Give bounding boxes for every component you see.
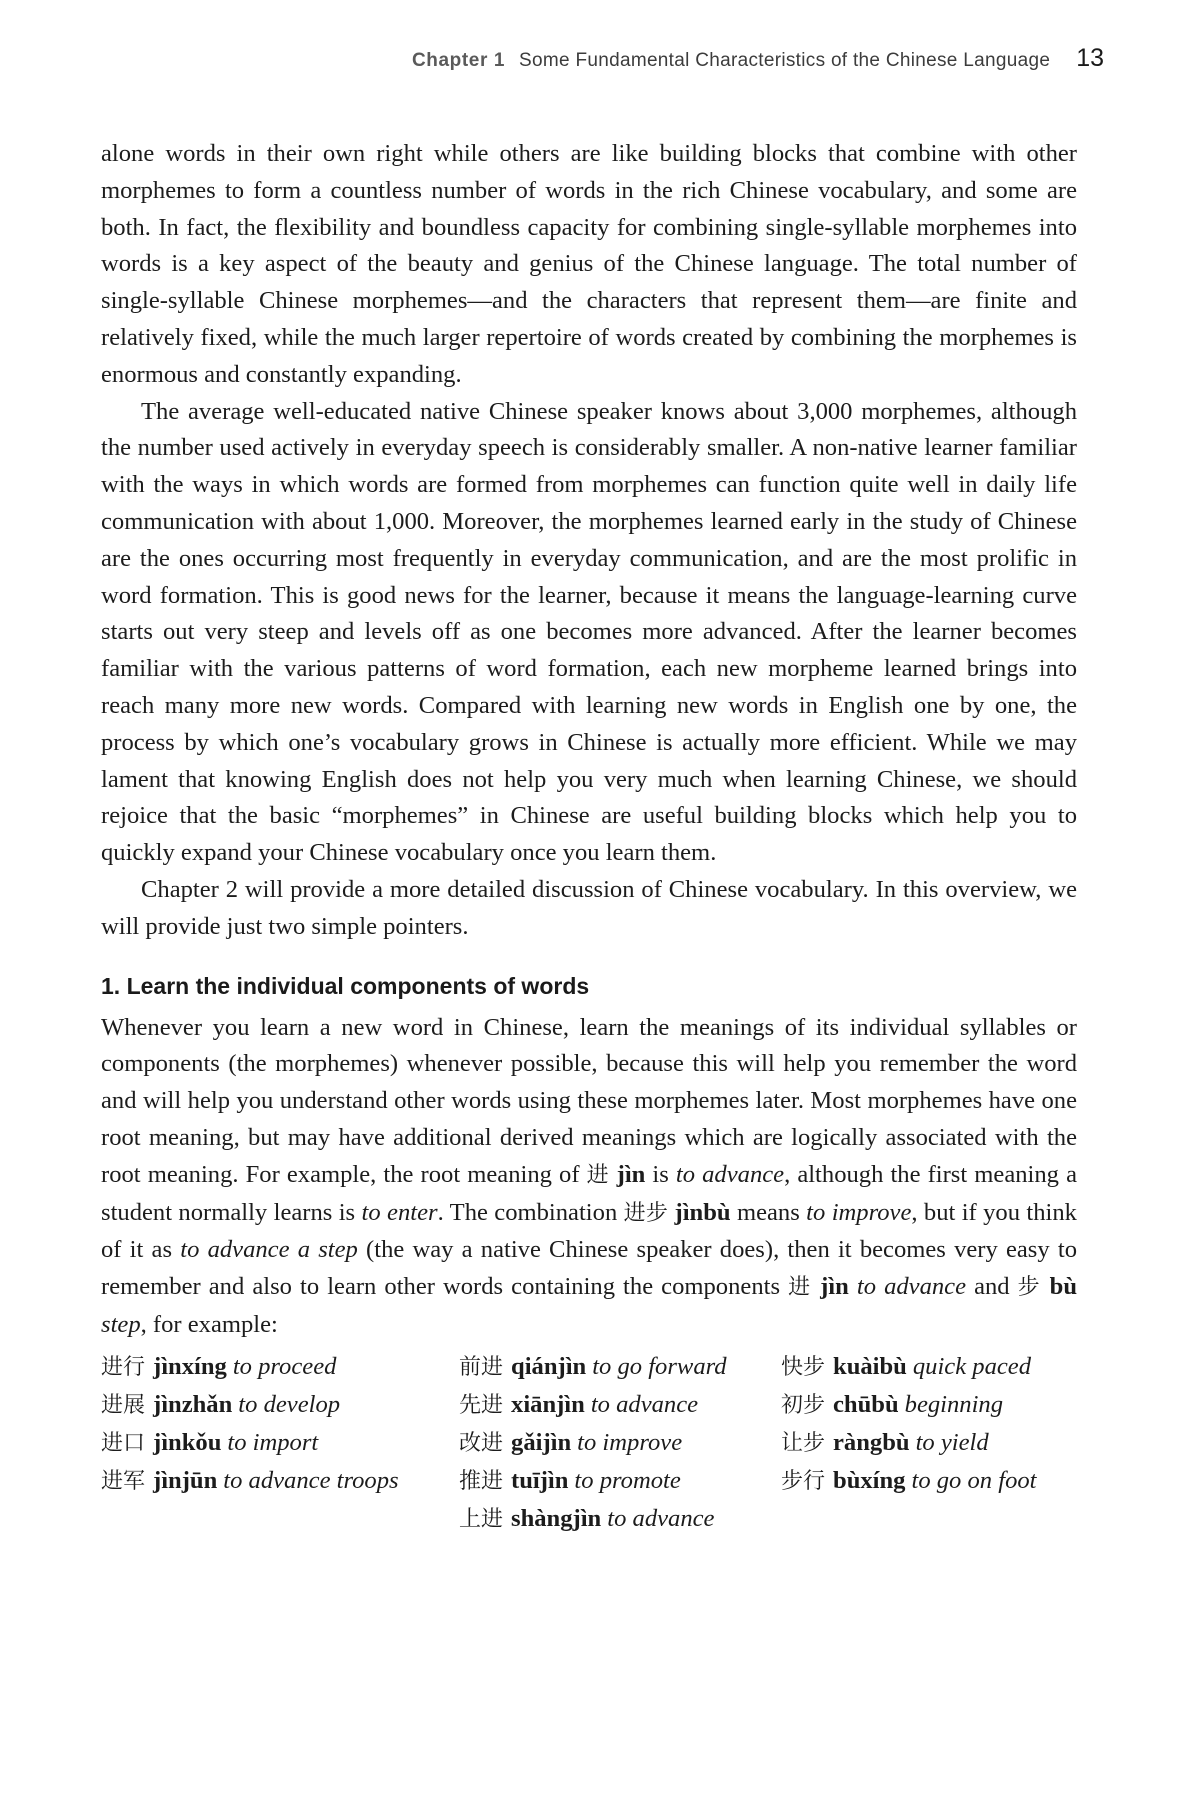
vocab-item <box>101 1424 399 1462</box>
vocab-gloss: to yield <box>915 1428 989 1456</box>
vocab-item <box>781 1424 1037 1462</box>
vocab-hanzi: 推进 <box>459 1468 504 1494</box>
vocab-column <box>459 1348 727 1538</box>
vocab-gloss: to proceed <box>232 1352 337 1380</box>
text: , but if you think of it as <box>101 1198 1077 1264</box>
vocab-hanzi: 进行 <box>101 1354 146 1380</box>
chapter-label: Chapter 1 <box>411 50 506 71</box>
vocab-pinyin: gǎijìn <box>511 1428 572 1456</box>
vocab-item <box>101 1386 399 1424</box>
vocab-hanzi: 进军 <box>101 1468 146 1494</box>
gloss: to improve <box>806 1198 912 1226</box>
paragraph: The average well-educated native Chinese speaker knows about 3,000 morphemes, although the number used actively in everyday speech is considerably smaller. A non-native learner familiar with the ways in which words are formed from morphemes can function quite well in daily life communication with about 1,000. Moreover, the morphemes learned early in the study of Chinese are the ones occurring most frequently in everyday communication, and are the most prolific in word formation. This is good news for the learner, because it means the language-learning curve starts out very steep and levels off as one becomes more advanced. After the learner becomes familiar with the various patterns of word formation, each new morpheme learned brings into reach many more new words. Compared with learning new words in English one by one, the process by which one’s vocabulary grows in Chinese is actually more efficient. While we may lament that knowing English does not help you very much when learning Chinese, we should rejoice that the basic “morphemes” in Chinese are useful building blocks which help you to quickly expand your Chinese vocabulary once you learn them. <box>101 397 1077 867</box>
vocab-item <box>459 1386 727 1424</box>
vocab-pinyin: jìnjūn <box>153 1466 218 1494</box>
vocab-column <box>101 1348 399 1500</box>
vocab-hanzi: 先进 <box>459 1392 504 1418</box>
vocab-item <box>101 1348 399 1386</box>
paragraph: Chapter 2 will provide a more detailed discussion of Chinese vocabulary. In this overview, we will provide just two simple pointers. <box>101 875 1077 940</box>
vocab-item <box>781 1348 1037 1386</box>
pinyin: bù <box>1049 1273 1078 1301</box>
hanzi: 进 <box>788 1275 813 1301</box>
vocab-hanzi: 前进 <box>459 1354 504 1380</box>
vocab-hanzi: 步行 <box>781 1468 826 1494</box>
vocab-gloss: to advance <box>590 1390 699 1418</box>
body-text <box>101 136 1078 1532</box>
vocab-gloss: to improve <box>577 1428 683 1456</box>
text: means <box>730 1198 807 1226</box>
vocab-pinyin: jìnzhǎn <box>153 1390 233 1418</box>
gloss: to advance a step <box>180 1236 358 1264</box>
vocab-pinyin: chūbù <box>833 1390 899 1418</box>
vocab-gloss: to advance troops <box>223 1466 399 1494</box>
vocab-item <box>781 1386 1037 1424</box>
vocab-hanzi: 改进 <box>459 1430 504 1456</box>
page-number: 13 <box>1076 44 1104 72</box>
running-header <box>412 44 1104 80</box>
gloss: to enter <box>361 1198 438 1226</box>
hanzi: 进 <box>586 1162 610 1188</box>
hanzi: 步 <box>1017 1275 1042 1301</box>
vocab-item <box>781 1462 1037 1500</box>
vocab-item <box>459 1500 727 1538</box>
vocab-item <box>459 1424 727 1462</box>
vocab-hanzi: 上进 <box>459 1506 504 1532</box>
gloss: step <box>101 1310 141 1338</box>
vocab-item <box>459 1462 727 1500</box>
pinyin: jìnbù <box>674 1198 731 1226</box>
vocab-pinyin: tuījìn <box>511 1466 569 1494</box>
text: . The combination <box>437 1198 624 1226</box>
chapter-title: Some Fundamental Characteristics of the Chinese Language <box>519 50 1051 71</box>
text: , although the first meaning a student normally learns is <box>101 1160 1077 1226</box>
vocab-pinyin: xiānjìn <box>511 1390 585 1418</box>
vocab-hanzi: 让步 <box>781 1430 826 1456</box>
paragraph: alone words in their own right while others are like building blocks that combine with other morphemes to form a countless number of words in the rich Chinese vocabulary, and some are both. In fact, the flexibility and boundless capacity for combining single-syllable morphemes into words is a key aspect of the beauty and genius of the Chinese language. The total number of single-syllable Chinese morphemes—and the characters that represent them—are finite and relatively fixed, while the much larger repertoire of words created by combining the morphemes is enormous and constantly expanding. <box>101 140 1077 388</box>
vocab-pinyin: jìnxíng <box>153 1352 227 1380</box>
vocab-pinyin: ràngbù <box>833 1428 910 1456</box>
hanzi: 进步 <box>623 1200 669 1226</box>
section-heading: 1. Learn the individual components of words <box>101 972 590 999</box>
vocab-item <box>459 1348 727 1386</box>
vocab-gloss: quick paced <box>912 1352 1031 1380</box>
vocab-item <box>101 1462 399 1500</box>
gloss: to advance <box>856 1273 967 1301</box>
vocab-hanzi: 快步 <box>781 1354 826 1380</box>
text: and <box>966 1273 1018 1301</box>
pinyin: jìn <box>820 1273 849 1301</box>
vocab-hanzi: 进展 <box>101 1392 146 1418</box>
vocab-pinyin: jìnkǒu <box>153 1428 222 1456</box>
vocab-pinyin: qiánjìn <box>511 1352 587 1380</box>
vocab-gloss: to go on foot <box>911 1466 1037 1494</box>
vocab-pinyin: bùxíng <box>833 1466 906 1494</box>
text: is <box>645 1160 676 1188</box>
vocab-pinyin: shàngjìn <box>511 1504 602 1532</box>
vocab-hanzi: 进口 <box>101 1430 146 1456</box>
vocab-gloss: to advance <box>607 1504 715 1532</box>
section-intro-paragraph <box>101 1010 1077 1344</box>
vocab-gloss: to promote <box>574 1466 681 1494</box>
text: , for example: <box>140 1310 278 1338</box>
vocab-pinyin: kuàibù <box>833 1352 907 1380</box>
gloss: to advance <box>675 1160 785 1188</box>
vocab-gloss: beginning <box>904 1390 1004 1418</box>
vocab-gloss: to develop <box>238 1390 341 1418</box>
vocab-column <box>781 1348 1037 1500</box>
intro-text: Whenever you learn a new word in Chinese, learn the meanings of its individual syllables or components (the morphemes) whenever possible, because this will help you remember the word and will help you understand other words using these morphemes later. Most morphemes have one root meaning, but may have additional derived meanings which are logically associated with the root meaning. For example, the root meaning of <box>101 1013 1077 1188</box>
pinyin: jìn <box>616 1160 646 1188</box>
vocab-gloss: to import <box>227 1428 319 1456</box>
vocab-hanzi: 初步 <box>781 1392 826 1418</box>
text: (the way a native Chinese speaker does), then it becomes very easy to remember and also to learn other words containing the components <box>101 1236 1077 1301</box>
vocab-gloss: to go forward <box>592 1352 727 1380</box>
